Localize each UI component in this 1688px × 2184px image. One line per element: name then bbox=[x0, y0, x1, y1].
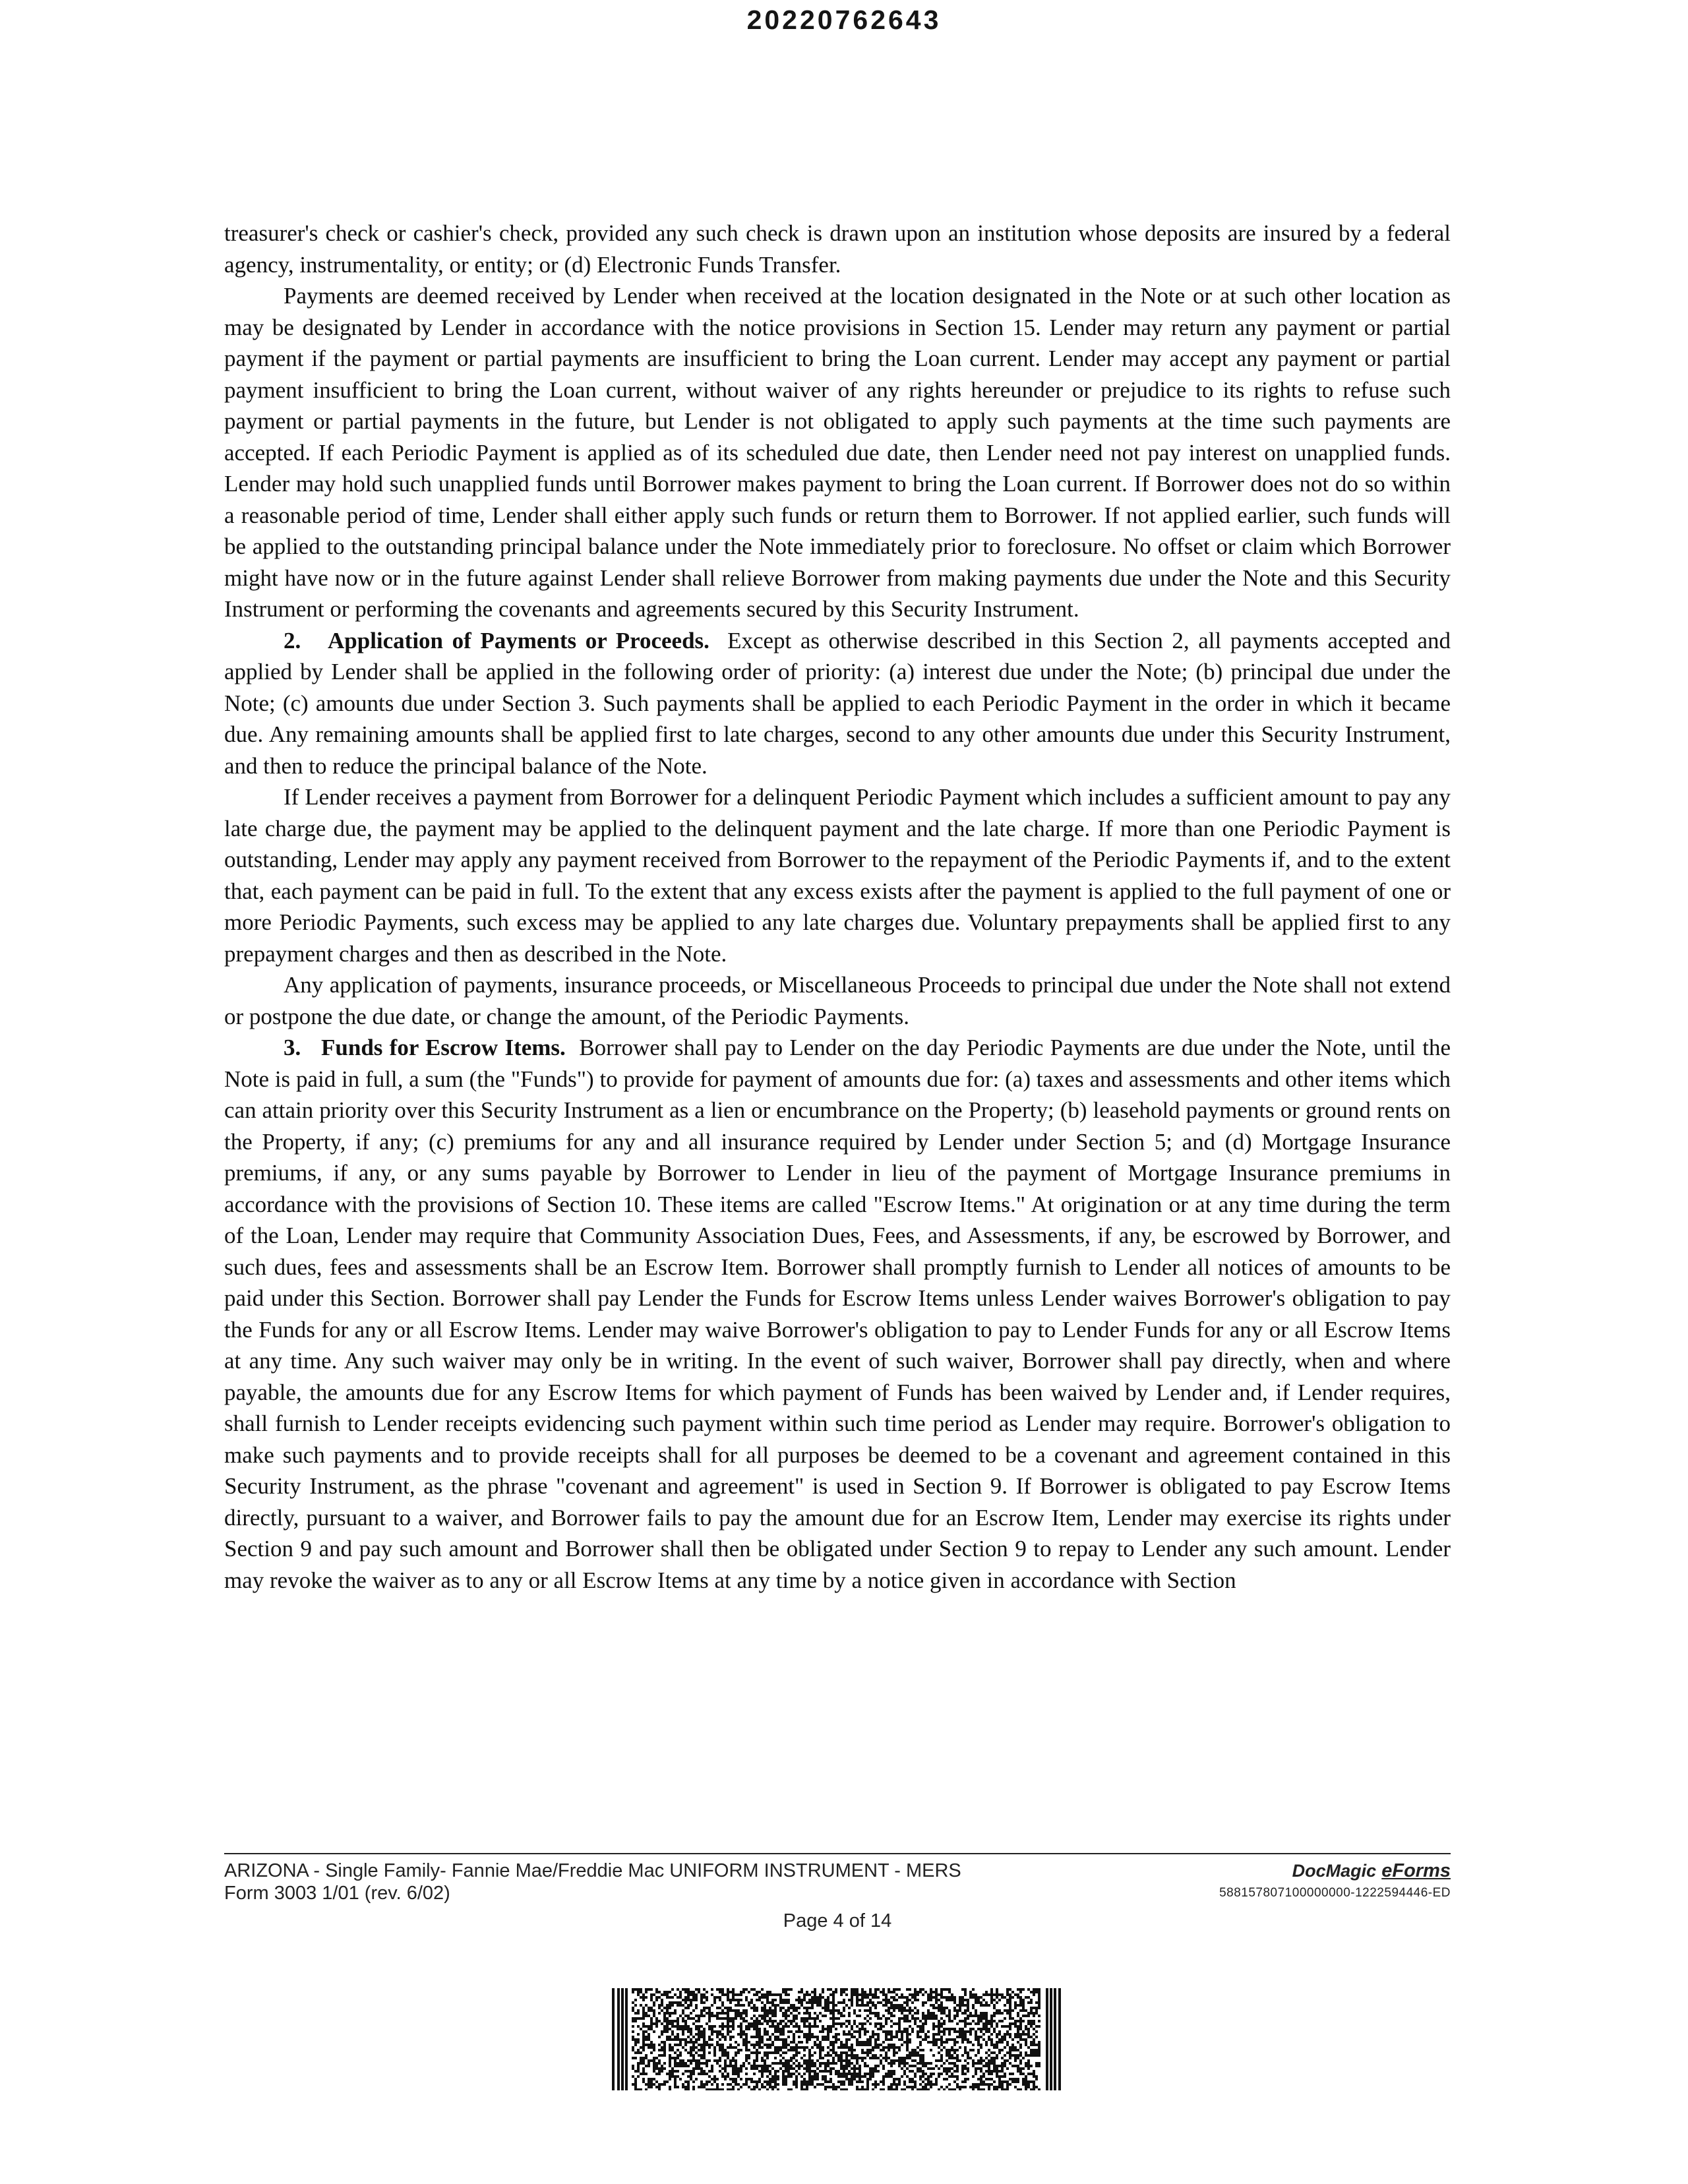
section-2-number: 2. bbox=[284, 627, 301, 653]
brand-suffix: eForms bbox=[1381, 1860, 1451, 1881]
recording-number: 20220762643 bbox=[746, 5, 942, 35]
paragraph-application-of-payments: Any application of payments, insurance proceeds, or Miscellaneous Proceeds to principal due under the Note shall not extend or postpone the due date, or change the amount, of the Periodic Payments. bbox=[224, 972, 1451, 1029]
section-2-paragraph bbox=[224, 625, 1451, 782]
section-3-number: 3. bbox=[284, 1035, 301, 1060]
paragraph-delinquent-payment: If Lender receives a payment from Borrower for a delinquent Periodic Payment which includes a sufficient amount to pay any late charge due, the payment may be applied to the delinquent payment and the late charge. If more than one Periodic Payment is outstanding, Lender may apply any payment received from Borrower to the repayment of the Periodic Payments if, and to the extent that, each payment can be paid in full. To the extent that any excess exists after the payment is applied to the full payment of one or more Periodic Payments, such excess may be applied to any late charges due. Voluntary prepayments shall be applied first to any prepayment charges and then as described in the Note. bbox=[224, 784, 1451, 967]
section-3-heading: Funds for Escrow Items. bbox=[321, 1035, 566, 1060]
page-footer bbox=[224, 1853, 1451, 1932]
section-2-text: Except as otherwise described in this Section 2, all payments accepted and applied by Lender shall be applied in the following order of priority: (a) interest due under the Note; (b) principal due under the Note; (c) amounts due under Section 3. Such payments shall be applied to each Periodic Payment in the order in which it became due. Any remaining amounts shall be applied first to late charges, second to any other amounts due under this Security Instrument, and then to reduce the principal balance of the Note. bbox=[224, 627, 1451, 779]
form-title: ARIZONA - Single Family- Fannie Mae/Freddie Mac UNIFORM INSTRUMENT - MERS bbox=[224, 1860, 961, 1881]
tracking-code: 588157807100000000-1222594446-ED bbox=[1219, 1886, 1451, 1900]
section-3-text: Borrower shall pay to Lender on the day Periodic Payments are due under the Note, until the Note is paid in full, a sum (the "Funds") to provide for payment of amounts due for: (a) taxes and assessments and other items which can attain priority over this Security Instrument as a lien or encumbrance on the Property; (b) leasehold payments or ground rents on the Property, if any; (c) premiums for any and all insurance required by Lender under Section 5; and (d) Mortgage Insurance premiums, if any, or any sums payable by Borrower to Lender in lieu of the payment of Mortgage Insurance premiums in accordance with the provisions of Section 10. These items are called "Escrow Items." At origination or at any time during the term of the Loan, Lender may require that Community Association Dues, Fees, and Assessments, if any, be escrowed by Borrower, and such dues, fees and assessments shall be an Escrow Item. Borrower shall promptly furnish to Lender all notices of amounts to be paid under this Section. Borrower shall pay Lender the Funds for Escrow Items unless Lender waives Borrower's obligation to pay the Funds for any or all Escrow Items. Lender may waive Borrower's obligation to pay to Lender Funds for any or all Escrow Items at any time. Any such waiver may only be in writing. In the event of such waiver, Borrower shall pay directly, when and where payable, the amounts due for any Escrow Items for which payment of Funds has been waived by Lender and, if Lender requires, shall furnish to Lender receipts evidencing such payment within such time period as Lender may require. Borrower's obligation to make such payments and to provide receipts shall for all purposes be deemed to be a covenant and agreement contained in this Security Instrument, as the phrase "covenant and agreement" is used in Section 9. If Borrower is obligated to pay Escrow Items directly, pursuant to a waiver, and Borrower fails to pay the amount due for an Escrow Item, Lender may exercise its rights under Section 9 and pay such amount and Borrower shall then be obligated under Section 9 to repay to Lender any such amount. Lender may revoke the waiver as to any or all Escrow Items at any time by a notice given in accordance with Section bbox=[224, 1035, 1451, 1593]
section-3-paragraph bbox=[224, 1032, 1451, 1596]
brand-name: DocMagic bbox=[1292, 1861, 1377, 1881]
paragraph-payments-received: Payments are deemed received by Lender when received at the location designated in the Note or at such other location as may be designated by Lender in accordance with the notice provisions in Section 15. Lender may return any payment or partial payment if the payment or partial payments are insufficient to bring the Loan current. Lender may accept any payment or partial payment insufficient to bring the Loan current, without waiver of any rights hereunder or prejudice to its rights to refuse such payment or partial payments in the future, but Lender is not obligated to apply such payments at the time such payments are accepted. If each Periodic Payment is applied as of its scheduled due date, then Lender need not pay interest on unapplied funds. Lender may hold such unapplied funds until Borrower makes payment to bring the Loan current. If Borrower does not do so within a reasonable period of time, Lender shall either apply such funds or return them to Borrower. If not applied earlier, such funds will be applied to the outstanding principal balance under the Note immediately prior to foreclosure. No offset or claim which Borrower might have now or in the future against Lender shall relieve Borrower from making payments due under the Note and this Security Instrument or performing the covenants and agreements secured by this Security Instrument. bbox=[224, 283, 1451, 622]
page-number: Page 4 of 14 bbox=[783, 1910, 892, 1931]
document-body bbox=[224, 218, 1451, 1596]
docmagic-logo bbox=[1292, 1860, 1451, 1882]
paragraph-continued: treasurer's check or cashier's check, provided any such check is drawn upon an institution whose deposits are insured by a federal agency, instrumentality, or entity; or (d) Electronic Funds Transfer. bbox=[224, 220, 1451, 278]
barcode-icon bbox=[612, 1988, 1062, 2090]
form-number: Form 3003 1/01 (rev. 6/02) bbox=[224, 1883, 450, 1904]
section-2-heading: Application of Payments or Proceeds. bbox=[327, 627, 709, 653]
